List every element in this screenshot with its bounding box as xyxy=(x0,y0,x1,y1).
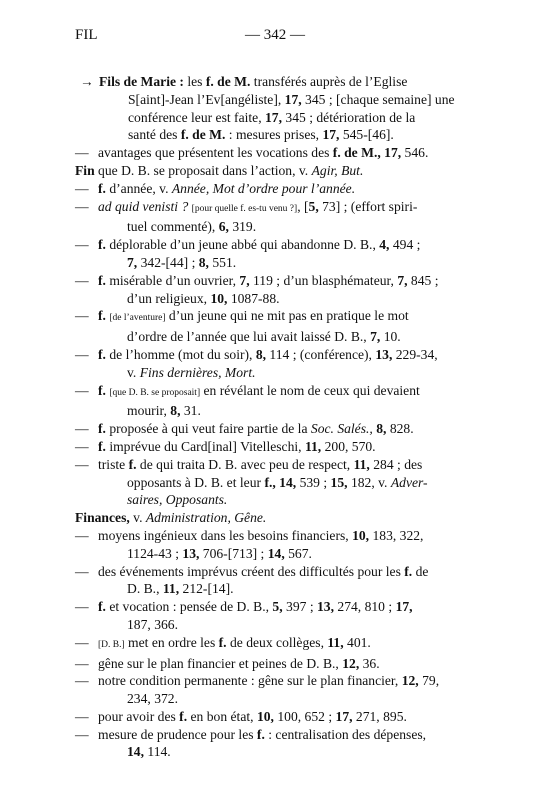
entry-text xyxy=(98,527,464,563)
entry-line xyxy=(98,402,464,420)
text-run: 119 ; d’un blasphémateur, xyxy=(249,272,398,288)
text-run: f. xyxy=(179,708,188,724)
text-run: 11, xyxy=(327,634,344,650)
text-run: [D. B.] xyxy=(98,639,125,650)
index-entry xyxy=(0,382,550,421)
text-run: avantages que présentent les vocations des xyxy=(98,145,333,161)
entry-line xyxy=(98,364,464,382)
entry-line xyxy=(98,346,464,364)
em-dash-icon: — xyxy=(75,272,89,288)
text-run: Fins dernières, Mort. xyxy=(139,364,256,380)
em-dash-icon: — xyxy=(75,198,89,214)
text-run: des événements imprévus créent des difficultés pour les xyxy=(98,563,405,579)
text-run: D. B., xyxy=(127,581,163,597)
text-run: f. de M. xyxy=(180,127,226,143)
text-run: de deux collèges, xyxy=(226,634,328,650)
text-run: pour avoir des xyxy=(98,708,180,724)
text-run: moyens ingénieux dans les besoins financiers, xyxy=(98,527,353,543)
text-run: triste xyxy=(98,456,129,472)
text-run: en révélant le nom de ceux qui devaient xyxy=(200,382,420,398)
text-run: transférés auprès de l’Eglise xyxy=(250,74,408,89)
text-run: 13, xyxy=(182,545,200,561)
text-run: f. xyxy=(98,237,106,253)
em-dash-icon: — xyxy=(75,726,89,742)
page-number: — 342 — xyxy=(245,27,305,43)
text-run: 342-[44] ; xyxy=(137,254,199,270)
index-entry xyxy=(0,180,550,198)
text-run: gêne sur le plan financier et peines de D. B., xyxy=(98,655,343,671)
text-run: 12, xyxy=(401,673,419,689)
text-run: f. xyxy=(256,726,265,742)
index-entries xyxy=(0,73,550,761)
running-head: FIL xyxy=(75,27,98,43)
text-run: 114 ; (conférence), xyxy=(266,346,376,362)
text-run: 8, xyxy=(170,403,181,419)
text-run: 13, xyxy=(375,346,393,362)
text-run: 14, xyxy=(267,545,285,561)
text-run: Fils de Marie : xyxy=(99,74,184,89)
text-run: 10, xyxy=(210,290,228,306)
index-entry xyxy=(0,162,550,180)
entry-line xyxy=(98,456,464,474)
text-run: 73] ; (effort spiri- xyxy=(318,198,418,214)
entry-line xyxy=(98,438,464,456)
entry-line xyxy=(99,109,550,127)
text-run: d’ordre de l’année que lui avait laissé D. B., xyxy=(127,329,371,345)
text-run: v. xyxy=(129,510,146,526)
entry-line xyxy=(98,672,464,690)
entry-line xyxy=(98,198,464,219)
text-run: 31. xyxy=(180,403,201,419)
text-run: f. xyxy=(98,421,106,437)
text-run: f. xyxy=(98,272,106,288)
em-dash-icon: — xyxy=(75,145,89,161)
text-run: 494 ; xyxy=(389,237,421,253)
text-run: f. xyxy=(98,438,106,454)
text-run: d’année, v. xyxy=(105,180,172,196)
text-run: 7, xyxy=(397,272,408,288)
text-run: 10. xyxy=(380,329,401,345)
text-run: Finances, xyxy=(75,510,130,526)
entry-line xyxy=(98,328,464,346)
text-run: 11, xyxy=(304,438,322,454)
text-run: de xyxy=(412,563,429,579)
entry-line xyxy=(98,236,464,254)
page-header xyxy=(0,27,550,47)
entry-line xyxy=(98,655,464,673)
index-entry xyxy=(0,420,550,438)
text-run: 271, 895. xyxy=(352,708,407,724)
text-run: 12, xyxy=(342,655,360,671)
text-run: et vocation : pensée de D. B., xyxy=(105,599,273,615)
entry-line xyxy=(98,491,464,509)
index-entry xyxy=(0,726,550,762)
text-run: f. xyxy=(128,456,137,472)
entry-text xyxy=(98,634,464,655)
text-run: 545-[46]. xyxy=(339,127,394,143)
entry-line xyxy=(98,563,464,581)
text-run: f. xyxy=(98,599,106,615)
entry-text xyxy=(98,708,464,726)
text-run: f. xyxy=(98,308,106,324)
text-run: tuel commenté), xyxy=(127,219,219,235)
text-run: 100, 652 ; xyxy=(273,708,336,724)
text-run: 17, xyxy=(265,109,282,125)
text-run: proposée à qui veut faire partie de la xyxy=(105,421,311,437)
text-run: 397 ; xyxy=(282,599,317,615)
text-run: 8, xyxy=(198,254,209,270)
text-run: 234, 372. xyxy=(127,691,178,707)
em-dash-icon: — xyxy=(75,634,89,650)
text-run: 845 ; xyxy=(407,272,439,288)
index-entry xyxy=(0,708,550,726)
entry-text xyxy=(98,438,464,456)
entry-line xyxy=(98,290,464,308)
text-run: 17, xyxy=(322,127,340,143)
text-run: 229-34, xyxy=(392,346,438,362)
entry-text xyxy=(98,144,464,162)
em-dash-icon: — xyxy=(75,563,89,579)
entry-line xyxy=(98,690,464,708)
index-entry xyxy=(0,598,550,634)
text-run: f. xyxy=(98,180,106,196)
text-run: 539 ; xyxy=(296,474,331,490)
text-run: f. de M. xyxy=(205,74,251,89)
text-run: 15, xyxy=(330,474,348,490)
text-run: les xyxy=(183,74,206,89)
text-run: [que D. B. se proposait] xyxy=(109,387,201,398)
text-run: saires, Opposants. xyxy=(127,492,228,508)
entry-text xyxy=(75,162,464,180)
text-run: imprévue du Card[inal] Vitelleschi, xyxy=(105,438,305,454)
index-entry xyxy=(0,527,550,563)
text-run: 187, 366. xyxy=(127,616,178,632)
entry-line xyxy=(98,527,464,545)
entry-line xyxy=(99,73,550,91)
em-dash-icon: — xyxy=(75,180,89,196)
text-run: : mesures prises, xyxy=(225,127,323,143)
text-run: en bon état, xyxy=(187,708,257,724)
index-entry xyxy=(0,236,550,272)
entry-line xyxy=(98,634,464,655)
text-run: f. xyxy=(98,382,106,398)
text-run: [de l’aventure] xyxy=(109,313,166,324)
text-run: que D. B. se proposait dans l’action, v. xyxy=(94,162,312,178)
index-entry xyxy=(0,563,550,599)
em-dash-icon: — xyxy=(75,438,89,454)
entry-line xyxy=(98,545,464,563)
entry-text xyxy=(98,672,464,708)
text-run: 36. xyxy=(359,655,380,671)
em-dash-icon: — xyxy=(75,456,89,472)
text-run: de qui traita D. B. avec peu de respect, xyxy=(136,456,354,472)
entry-line xyxy=(98,420,464,438)
text-run: misérable d’un ouvrier, xyxy=(105,272,240,288)
entry-text xyxy=(98,236,464,272)
text-run: mourir, xyxy=(127,403,171,419)
text-run: met en ordre les xyxy=(124,634,219,650)
entry-line xyxy=(98,144,464,162)
text-run: 79, xyxy=(418,673,440,689)
entry-line xyxy=(98,272,464,290)
text-run: 706-[713] ; xyxy=(199,545,268,561)
text-run: 14, xyxy=(279,474,297,490)
text-run: d’un jeune qui ne mit pas en pratique le mot xyxy=(165,308,409,324)
text-run: 401. xyxy=(343,634,371,650)
text-run: 8, xyxy=(255,346,267,362)
entry-text xyxy=(98,346,464,382)
text-run: , [ xyxy=(297,198,309,214)
text-run: 182, v. xyxy=(347,474,391,490)
entry-text xyxy=(98,382,464,421)
entry-line xyxy=(98,708,464,726)
entry-text xyxy=(98,180,464,198)
em-dash-icon: — xyxy=(75,673,89,689)
index-entry xyxy=(0,672,550,708)
entry-text xyxy=(98,655,464,673)
entry-text xyxy=(98,456,464,509)
text-run: Fin xyxy=(75,162,95,178)
text-run: notre condition permanente : gêne sur le plan financier, xyxy=(98,673,402,689)
index-entry xyxy=(0,655,550,673)
index-entry xyxy=(0,307,550,346)
entry-line xyxy=(98,474,464,492)
text-run: mesure de prudence pour les xyxy=(98,726,257,742)
text-run: déplorable d’un jeune abbé qui abandonne D. B., xyxy=(105,237,380,253)
entry-text xyxy=(99,73,550,144)
text-run: 284 ; des xyxy=(369,456,423,472)
text-run: 7, xyxy=(239,272,250,288)
text-run: 10, xyxy=(352,527,370,543)
index-entry xyxy=(0,456,550,509)
entry-text xyxy=(75,509,464,527)
entry-text xyxy=(98,307,464,346)
text-run: 345 ; [chaque semaine] une xyxy=(301,91,455,107)
index-entry xyxy=(0,438,550,456)
text-run: Agir, But. xyxy=(311,162,364,178)
text-run: Année, Mot d’ordre pour l’année. xyxy=(171,180,356,196)
index-entry xyxy=(0,346,550,382)
text-run: 319. xyxy=(228,219,257,235)
em-dash-icon: — xyxy=(75,421,89,437)
text-run: 14, xyxy=(127,744,144,760)
em-dash-icon: — xyxy=(75,599,89,615)
entry-line xyxy=(98,598,464,616)
text-run: 7, xyxy=(127,254,138,270)
text-run: 274, 810 ; xyxy=(334,599,396,615)
text-run: 7, xyxy=(370,329,381,345)
text-run: 13, xyxy=(317,599,334,615)
text-run: [pour quelle f. es-tu venu ?] xyxy=(191,203,298,214)
text-run: S[aint]-Jean l’Ev[angéliste], xyxy=(128,91,285,107)
em-dash-icon: — xyxy=(75,655,89,671)
text-run: 17, xyxy=(284,91,302,107)
entry-line xyxy=(98,616,464,634)
entry-text xyxy=(98,420,464,438)
text-run: 1087-88. xyxy=(227,290,280,306)
text-run: 5, xyxy=(272,599,283,615)
entry-line xyxy=(98,218,464,236)
text-run: opposants à D. B. et leur xyxy=(127,474,265,490)
index-entry xyxy=(0,144,550,162)
text-run: f. xyxy=(98,346,106,362)
index-entry xyxy=(0,198,550,237)
text-run: 546. xyxy=(401,145,429,161)
text-run: 345 ; détérioration de la xyxy=(282,109,416,125)
text-run: Administration, Gêne. xyxy=(145,510,267,526)
em-dash-icon: — xyxy=(75,382,89,398)
text-run: f. xyxy=(218,634,227,650)
em-dash-icon: — xyxy=(75,237,89,253)
index-entry xyxy=(0,272,550,308)
text-run: 17, xyxy=(384,145,402,161)
text-run: ad quid venisti ? xyxy=(98,198,189,214)
entry-text xyxy=(98,598,464,634)
entry-line xyxy=(98,580,464,598)
entry-line xyxy=(99,126,550,144)
entry-line xyxy=(98,180,464,198)
entry-text xyxy=(98,563,464,599)
text-run: 8, xyxy=(376,421,387,437)
entry-line xyxy=(98,254,464,272)
text-run: d’un religieux, xyxy=(127,290,211,306)
em-dash-icon: — xyxy=(75,346,89,362)
text-run: 567. xyxy=(284,545,312,561)
entry-line xyxy=(98,307,464,328)
em-dash-icon: — xyxy=(75,527,89,543)
text-run: 200, 570. xyxy=(321,438,376,454)
entry-line xyxy=(98,726,464,744)
text-run: f., xyxy=(264,474,276,490)
entry-line xyxy=(99,91,550,109)
text-run: Soc. Salés., xyxy=(310,421,373,437)
text-run: 551. xyxy=(208,254,237,270)
text-run: Adver- xyxy=(390,474,428,490)
index-entry xyxy=(0,73,550,144)
text-run: de l’homme (mot du soir), xyxy=(105,346,256,362)
index-entry xyxy=(0,509,550,527)
text-run: 6, xyxy=(218,219,229,235)
text-run: f. xyxy=(404,563,413,579)
text-run: v. xyxy=(127,364,140,380)
index-entry xyxy=(0,634,550,655)
text-run: 114. xyxy=(144,744,171,760)
text-run: conférence leur est faite, xyxy=(128,109,265,125)
entry-line xyxy=(98,382,464,403)
entry-text xyxy=(98,272,464,308)
entry-text xyxy=(98,198,464,237)
text-run: 183, 322, xyxy=(369,527,424,543)
entry-text xyxy=(98,726,464,762)
text-run: : centralisation des dépenses, xyxy=(264,726,427,742)
text-run: santé des xyxy=(128,127,181,143)
text-run: 17, xyxy=(335,708,353,724)
arrow-icon: → xyxy=(80,74,94,89)
em-dash-icon: — xyxy=(75,308,89,324)
text-run: 4, xyxy=(379,237,390,253)
text-run: 5, xyxy=(308,198,319,214)
entry-line xyxy=(75,162,464,180)
entry-line xyxy=(98,743,464,761)
text-run: 17, xyxy=(395,599,413,615)
text-run: 828. xyxy=(386,421,414,437)
text-run: 212-[14]. xyxy=(179,581,234,597)
text-run: 10, xyxy=(256,708,274,724)
text-run: f. de M., xyxy=(332,145,381,161)
text-run: 1124-43 ; xyxy=(127,545,183,561)
entry-line xyxy=(75,509,464,527)
em-dash-icon: — xyxy=(75,708,89,724)
text-run: 11, xyxy=(353,456,370,472)
text-run: 11, xyxy=(162,581,180,597)
